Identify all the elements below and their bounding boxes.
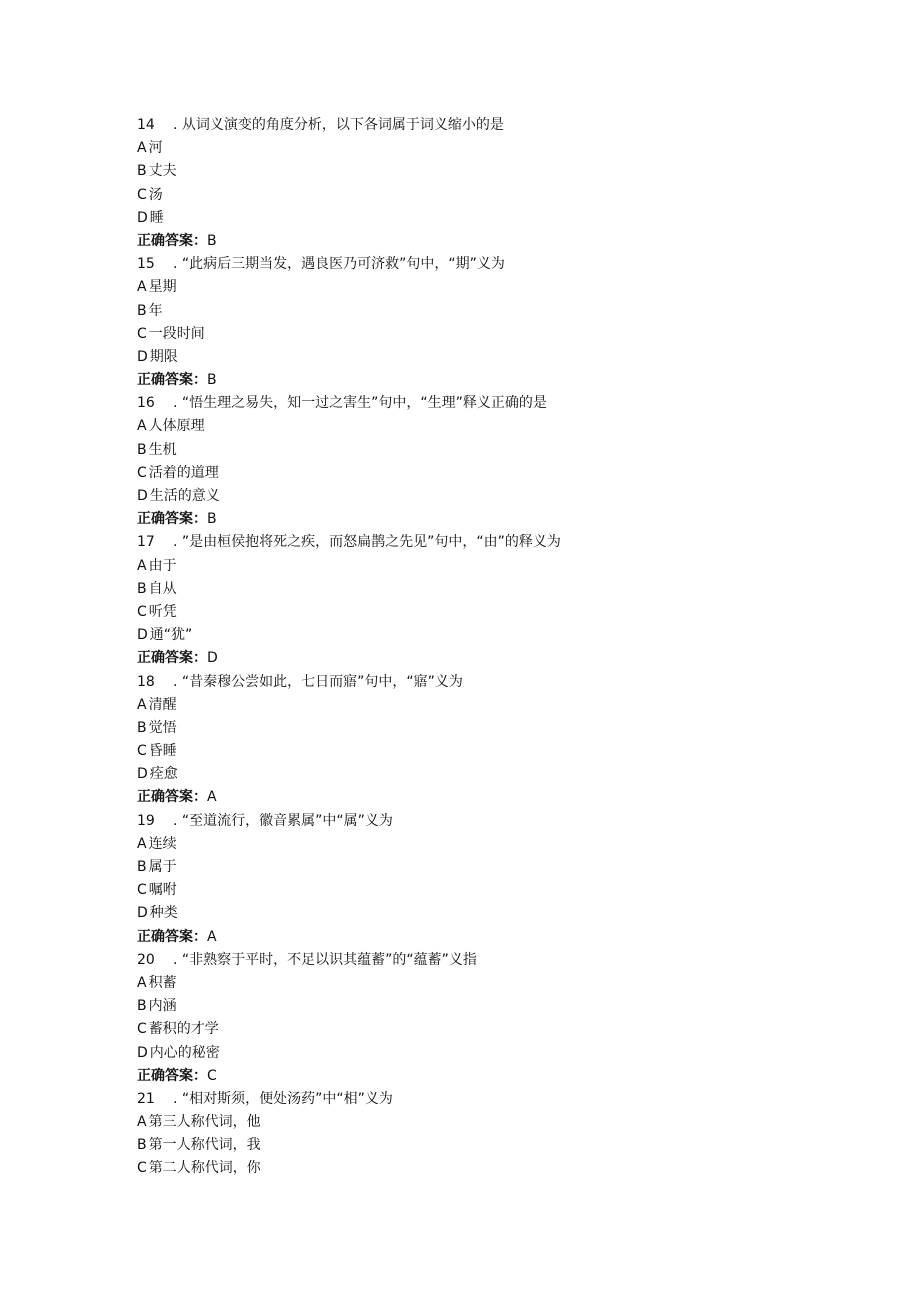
correct-answer bbox=[137, 647, 837, 670]
question-text: . “至道流行，徽音累属”中“属”义为 bbox=[173, 812, 393, 829]
answer-option bbox=[137, 578, 837, 601]
answer-option bbox=[137, 1018, 837, 1041]
option-text: 年 bbox=[148, 302, 163, 319]
option-letter: B bbox=[137, 580, 147, 597]
question-stem bbox=[137, 392, 837, 415]
question-number: 19 bbox=[137, 812, 155, 829]
option-letter: B bbox=[137, 1137, 147, 1154]
answer-option bbox=[137, 694, 837, 717]
answer-option bbox=[137, 833, 837, 856]
answer-option bbox=[137, 879, 837, 902]
option-letter: C bbox=[137, 743, 147, 760]
option-letter: B bbox=[137, 302, 147, 319]
option-text: 一段时间 bbox=[148, 325, 205, 342]
answer-option bbox=[137, 740, 837, 763]
option-text: 嘱咐 bbox=[148, 882, 177, 899]
option-text: 生活的意义 bbox=[149, 488, 220, 504]
question-text: . “此病后三期当发，遇良医乃可济救”句中，“期”义为 bbox=[173, 256, 505, 273]
correct-answer-label: 正确答案： bbox=[137, 511, 207, 528]
option-text: 内心的秘密 bbox=[149, 1044, 220, 1061]
option-text: 觉悟 bbox=[148, 719, 177, 736]
option-text: 活着的道理 bbox=[148, 464, 219, 481]
option-letter: C bbox=[137, 325, 147, 342]
answer-option bbox=[137, 415, 837, 438]
option-letter: A bbox=[137, 1114, 147, 1131]
answer-option bbox=[137, 1134, 837, 1157]
question-number: 15 bbox=[137, 256, 155, 273]
option-text: 生机 bbox=[148, 441, 177, 458]
option-letter: A bbox=[137, 279, 147, 296]
question-text: . “相对斯须，便处汤药”中“相”义为 bbox=[173, 1090, 393, 1107]
answer-option bbox=[137, 439, 837, 462]
option-text: 人体原理 bbox=[148, 418, 205, 435]
question-stem bbox=[137, 114, 837, 137]
answer-option bbox=[137, 207, 837, 230]
option-text: 内涵 bbox=[148, 998, 177, 1015]
answer-option bbox=[137, 300, 837, 323]
answer-option bbox=[137, 902, 837, 925]
answer-option bbox=[137, 462, 837, 485]
answer-option bbox=[137, 184, 837, 207]
option-letter: B bbox=[137, 163, 147, 180]
option-text: 属于 bbox=[148, 859, 177, 875]
answer-option bbox=[137, 555, 837, 578]
correct-answer-label: 正确答案： bbox=[137, 1067, 207, 1084]
option-letter: A bbox=[137, 974, 147, 991]
correct-answer-label: 正确答案： bbox=[137, 372, 207, 389]
option-letter: D bbox=[137, 766, 148, 783]
option-text: 痊愈 bbox=[149, 766, 178, 783]
question-stem bbox=[137, 671, 837, 694]
correct-answer bbox=[137, 1065, 837, 1088]
option-letter: C bbox=[137, 603, 147, 620]
option-text: 蓄积的才学 bbox=[148, 1021, 219, 1038]
option-letter: A bbox=[137, 835, 147, 852]
answer-option bbox=[137, 1111, 837, 1134]
option-letter: D bbox=[137, 348, 148, 365]
option-text: 听凭 bbox=[148, 603, 177, 620]
question-number: 17 bbox=[137, 534, 155, 551]
answer-option bbox=[137, 856, 837, 879]
option-letter: D bbox=[137, 1044, 148, 1061]
correct-answer bbox=[137, 786, 837, 809]
answer-option bbox=[137, 717, 837, 740]
correct-answer-label: 正确答案： bbox=[137, 232, 207, 249]
correct-answer-value: B bbox=[207, 232, 217, 249]
question-text: . ”是由桓侯抱将死之疾，而怒扁鹊之先见”句中，“由”的释义为 bbox=[173, 534, 561, 551]
answer-option bbox=[137, 276, 837, 299]
option-letter: C bbox=[137, 1021, 147, 1038]
answer-option bbox=[137, 972, 837, 995]
option-letter: B bbox=[137, 859, 147, 875]
answer-option bbox=[137, 624, 837, 647]
option-text: 星期 bbox=[148, 279, 177, 296]
correct-answer-value: C bbox=[207, 1067, 217, 1084]
option-text: 汤 bbox=[148, 186, 163, 203]
correct-answer-label: 正确答案： bbox=[137, 928, 207, 945]
option-text: 昏睡 bbox=[148, 743, 177, 760]
option-text: 期限 bbox=[149, 348, 178, 365]
option-letter: B bbox=[137, 719, 147, 736]
answer-option bbox=[137, 323, 837, 346]
question-number: 14 bbox=[137, 117, 155, 133]
answer-option bbox=[137, 995, 837, 1018]
correct-answer bbox=[137, 230, 837, 253]
option-text: 由于 bbox=[148, 557, 177, 574]
option-letter: C bbox=[137, 186, 147, 203]
option-letter: D bbox=[137, 209, 148, 226]
option-letter: B bbox=[137, 441, 147, 458]
correct-answer-value: B bbox=[207, 511, 217, 528]
question-stem bbox=[137, 1088, 837, 1111]
option-letter: D bbox=[137, 488, 148, 504]
option-letter: D bbox=[137, 627, 148, 644]
option-letter: A bbox=[137, 140, 147, 157]
correct-answer bbox=[137, 508, 837, 531]
answer-option bbox=[137, 1042, 837, 1065]
option-text: 通“犹” bbox=[149, 627, 193, 644]
correct-answer-value: B bbox=[207, 372, 217, 389]
correct-answer bbox=[137, 926, 837, 949]
question-number: 21 bbox=[137, 1090, 155, 1107]
answer-option bbox=[137, 485, 837, 508]
question-stem bbox=[137, 810, 837, 833]
answer-option bbox=[137, 601, 837, 624]
option-text: 种类 bbox=[149, 905, 178, 922]
answer-option bbox=[137, 346, 837, 369]
option-text: 连续 bbox=[148, 835, 177, 852]
answer-option bbox=[137, 160, 837, 183]
question-stem bbox=[137, 531, 837, 554]
option-letter: D bbox=[137, 905, 148, 922]
option-text: 丈夫 bbox=[148, 163, 177, 180]
option-text: 第三人称代词，他 bbox=[148, 1114, 261, 1131]
question-number: 20 bbox=[137, 951, 155, 968]
option-text: 清醒 bbox=[148, 696, 177, 713]
answer-option bbox=[137, 137, 837, 160]
answer-option bbox=[137, 763, 837, 786]
correct-answer bbox=[137, 369, 837, 392]
option-letter: C bbox=[137, 1160, 147, 1177]
question-number: 18 bbox=[137, 673, 155, 690]
option-text: 积蓄 bbox=[148, 974, 177, 991]
option-text: 自从 bbox=[148, 580, 177, 597]
correct-answer-value: D bbox=[207, 650, 218, 667]
option-letter: B bbox=[137, 998, 147, 1015]
question-stem bbox=[137, 253, 837, 276]
question-list bbox=[137, 114, 837, 1181]
question-number: 16 bbox=[137, 395, 155, 412]
question-text: . 从词义演变的角度分析，以下各词属于词义缩小的是 bbox=[173, 117, 504, 133]
correct-answer-value: A bbox=[207, 789, 217, 806]
option-text: 睡 bbox=[149, 209, 164, 226]
question-text: . “悟生理之易失，知一过之害生”句中，“生理”释义正确的是 bbox=[173, 395, 547, 412]
question-text: . “非熟察于平时，不足以识其蕴蓄”的“蕴蓄”义指 bbox=[173, 951, 477, 968]
question-text: . “昔秦穆公尝如此，七日而寤”句中，“寤”义为 bbox=[173, 673, 463, 690]
correct-answer-value: A bbox=[207, 928, 217, 945]
option-letter: C bbox=[137, 464, 147, 481]
answer-option bbox=[137, 1157, 837, 1180]
option-letter: A bbox=[137, 418, 147, 435]
option-text: 河 bbox=[148, 140, 163, 157]
option-text: 第二人称代词，你 bbox=[148, 1160, 261, 1177]
option-letter: A bbox=[137, 557, 147, 574]
option-letter: A bbox=[137, 696, 147, 713]
correct-answer-label: 正确答案： bbox=[137, 650, 207, 667]
correct-answer-label: 正确答案： bbox=[137, 789, 207, 806]
option-text: 第一人称代词，我 bbox=[148, 1137, 261, 1154]
question-stem bbox=[137, 949, 837, 972]
option-letter: C bbox=[137, 882, 147, 899]
